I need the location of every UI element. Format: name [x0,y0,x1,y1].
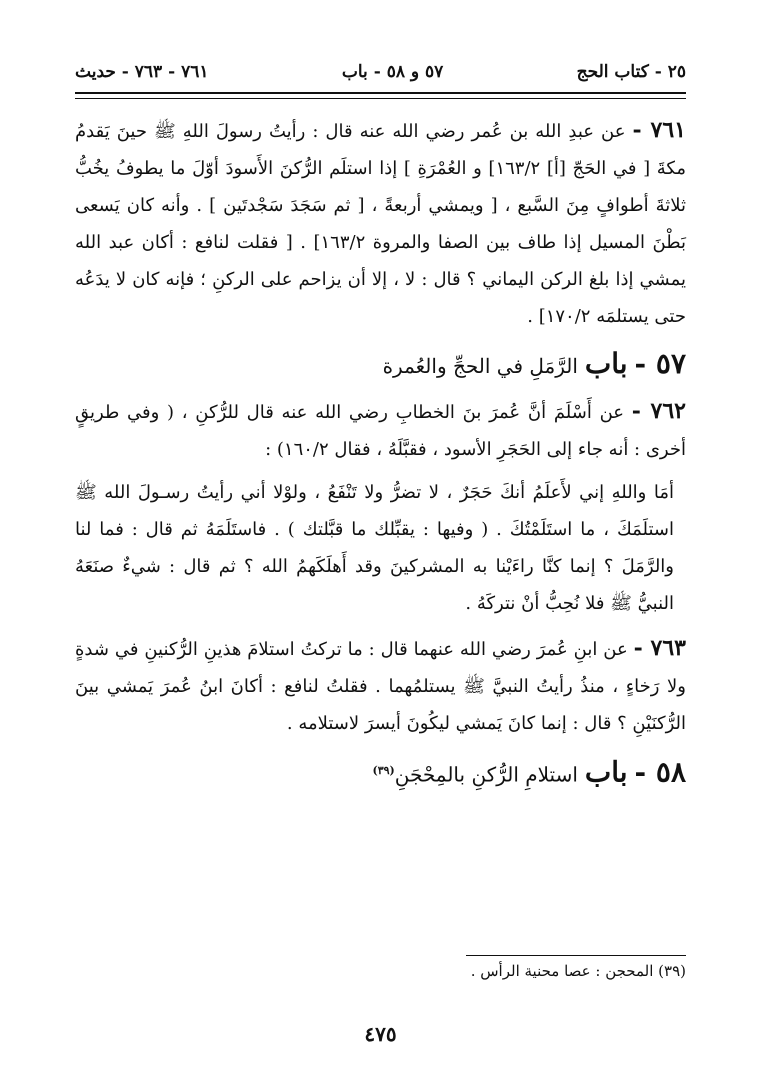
header-hadith-range: ٧٦١ - ٧٦٣ - حديث [75,62,209,82]
chapter-heading-57 [75,345,686,385]
hadith-number: ٧٦٣ - [633,635,686,661]
running-header [75,58,686,86]
hadith-number: ٧٦١ - [632,117,686,143]
footnote-reference: (٣٩) [372,764,395,777]
header-rule [75,92,686,99]
hadith-762-quote [75,474,686,622]
chapter-number: ٥٧ - [634,347,686,380]
hadith-number: ٧٦٢ - [631,398,686,424]
hadith-intro: عن أَسْلَمَ أنَّ عُمرَ بنَ الخطابِ رضي الله عنه قال للرُّكنِ ، ( وفي طريقٍ أخرى : أنه جاء إلى الحَجَرِ الأسود ، فقبَّلَهُ ، فقال ١٦٠/٢) : [75,402,686,460]
chapter-title: الرَّمَلِ في الحجِّ والعُمرة [382,354,578,378]
page-number: ٤٧٥ [364,1022,397,1046]
footnote-rule [466,955,686,956]
hadith-762 [75,393,686,468]
header-book-title: ٢٥ - كتاب الحج [576,62,686,82]
chapter-word: باب [584,755,628,789]
footnote: (٣٩) المحجن : عصا محنية الرأس . [470,962,686,980]
hadith-quote: أمَا واللهِ إني لأَعلَمُ أنكَ حَجَرٌ ، لا تضرُّ ولا تَنْفَعُ ، ولوْلا أني رأيتُ رسـولَ الله ﷺ استلَمَكَ ، ما استَلَمْتُكَ . ( وفيها : يقبِّلك ما قبَّلتك ) . فاستَلَمَهُ ثم قال : فما لنا والرَّمَلَ ؟ إنما كنَّا راءَيْنا به المشركينَ وقد أَهلَكَهمُ الله ؟ ثم قال : شيءٌ صنَعَهُ النبيُّ ﷺ فلا نُحِبُّ أنْ نتركَهُ . [75,482,674,614]
chapter-number: ٥٨ - [634,755,686,789]
hadith-text: عن عبدِ الله بن عُمر رضي الله عنه قال : رأيتُ رسولَ اللهِ ﷺ حينَ يَقدمُ مكةَ [ في الحَجّ [أ] ١٦٣/٢] و العُمْرَةِ ] إذا استلَم الرُّكنَ الأَسودَ أوّلَ ما يطوفُ يخُبُّ ثلاثةَ أطوافٍ مِنَ السَّبع ، [ ويمشي أربعةً ، [ ثم سَجَدَ سَجْدتَين ] . وأنه كان يَسعى بَطْنَ المسيل إذا طاف بين الصفا والمروة ١٦٣/٢] . [ فقلت لنافع : أكان عبد الله يمشي إذا بلغ الركن اليماني ؟ قال : لا ، إلا أن يزاحم على الركنِ ؛ فإنه كان لا يدَعُه حتى يستلمَه ١٧٠/٢] . [75,121,686,327]
body-text [75,112,686,802]
chapter-word: باب [584,347,628,380]
hadith-763 [75,630,686,742]
hadith-text: عن ابنِ عُمرَ رضي الله عنهما قال : ما تركتُ استلامَ هذينِ الرُّكنينِ في شدةٍ ولا رَخاءٍ ، منذُ رأيتُ النبيَّ ﷺ يستلمُهما . فقلتُ لنافع : أكانَ ابنُ عُمرَ يَمشي بينَ الرُّكنَيْنِ ؟ قال : إنما كانَ يَمشي ليكُونَ أيسرَ لاستلامه . [75,639,686,734]
chapter-title: استلامِ الرُّكنِ بالمِحْجَنِ [394,762,578,787]
chapter-heading-58 [75,752,686,794]
hadith-761 [75,112,686,335]
header-chapter-range: ٥٧ و ٥٨ - باب [341,62,444,82]
